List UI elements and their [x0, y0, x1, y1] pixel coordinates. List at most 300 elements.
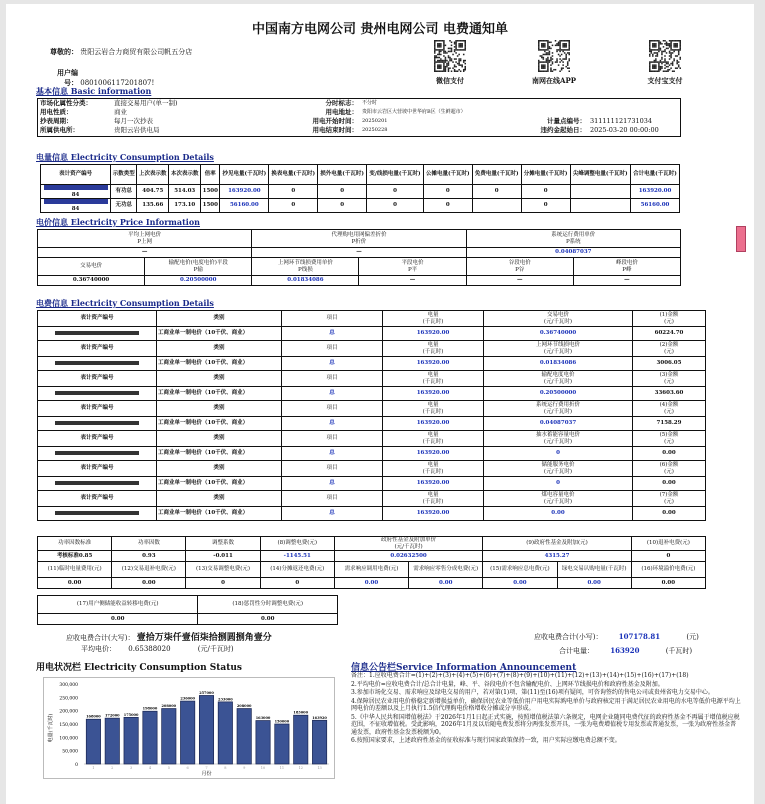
fee-qty: 163920.00: [383, 477, 484, 491]
column-header: 本次表示数: [169, 165, 201, 185]
column-header: 项目: [282, 311, 383, 327]
column-header: 类别: [157, 491, 282, 507]
fees-table: [37, 310, 706, 521]
fee-price: 0: [484, 477, 633, 491]
fee-row: [38, 357, 706, 371]
fee-row: [38, 327, 706, 341]
column-header: 输配电度电价 (元/千瓦时): [484, 371, 633, 387]
avg-price-unit: (元/千瓦时): [197, 645, 234, 653]
meter-suffix: 84: [71, 205, 80, 212]
qr-code-icon[interactable]: [538, 38, 570, 74]
field-value: 20250228: [362, 127, 388, 134]
chart-bar: [218, 702, 232, 764]
fee-item: 总: [282, 447, 383, 461]
chart-bar: [105, 718, 119, 764]
adjust-value: 0.00: [198, 614, 338, 625]
fee-amount: 0.00: [633, 447, 706, 461]
field-value: [588, 99, 681, 109]
cell-rate: 1500: [201, 199, 220, 213]
total-upper-value: 壹拾万柒仟壹佰柒拾捌圆捌角壹分: [136, 633, 272, 643]
y-tick-label: 150,000: [59, 723, 78, 728]
cell-free: [472, 199, 521, 213]
column-header: 类别: [157, 401, 282, 417]
price-header: 平均上网电价 P上网: [38, 230, 252, 248]
column-header: 换表电量(千瓦时): [269, 165, 318, 185]
adjust-header: 功率因数标准: [38, 537, 112, 551]
fee-header-row: [38, 311, 706, 327]
y-tick-label: 300,000: [59, 683, 78, 688]
bill-title: 中国南方电网公司 贵州电网公司 电费通知单: [251, 22, 509, 37]
column-header: 类别: [157, 341, 282, 357]
adjust-value: 0.02632500: [334, 551, 482, 562]
bar-value-label: 198000: [142, 706, 158, 711]
cell-last: 404.75: [137, 185, 169, 199]
field-label: 分时标志：: [325, 99, 358, 107]
column-header: 表计资产编号: [38, 431, 157, 447]
column-header: 表计资产编号: [38, 461, 157, 477]
adjust-header: 需求响应调用电费(元): [334, 562, 408, 578]
consumption-row: [41, 199, 680, 213]
chart-bar: [237, 709, 251, 764]
bar-value-label: 172000: [104, 713, 120, 718]
column-header: 合计电量(千瓦时): [631, 165, 680, 185]
note-line: 6.按照国家要求，上述政府性基金的征收标准与现行国家政策保持一致，用户实际应缴电费总额不变。: [351, 737, 621, 744]
adjust-header: (15)需求响应总电费(元): [483, 562, 557, 578]
adjust-header: (14)分摊返还电费(元): [260, 562, 334, 578]
fee-item: 总: [282, 477, 383, 491]
column-header: 抽水蓄能容量电价 (元/千瓦时): [484, 431, 633, 447]
fee-item: 总: [282, 507, 383, 521]
notes-title: 信息公告栏Service Information Announcement: [351, 663, 577, 673]
y-tick-label: 0: [75, 763, 78, 768]
column-header: 类别: [157, 431, 282, 447]
chart-bar: [199, 695, 213, 764]
fee-header-row: [38, 401, 706, 417]
cell-read: 163920.00: [220, 185, 269, 199]
cell-line_loss: 0: [367, 199, 424, 213]
field-label: 市场化属性分类：: [40, 99, 92, 107]
note-line: 5.《中华人民共和国增值税法》于2026年1月1日起正式实施，按照增值税法第六条规定，电网企业随同电费代征的政府性基金不再属于增值税应税范围，不征收增值税。受此影响，2026年1月及以后随电费发票将分两张发票开具，一张为电费增值税专用发票或普通发票，一张为政府性基金普通发票，政府性基金发票税额为0。: [351, 713, 740, 736]
column-header: (7)金额 (元): [633, 491, 706, 507]
chart-bar: [256, 721, 270, 764]
adjust-header: (18)惩罚性分时调整电费(元): [198, 596, 338, 614]
field-label: 计量点编号：: [547, 117, 586, 126]
consumption-chart-frame: [43, 677, 335, 779]
field-value: 直接交易用户(单一制): [114, 99, 178, 107]
qr-label: 微信支付: [436, 76, 464, 85]
x-tick-label: 1: [92, 766, 95, 770]
consumption-chart: [44, 678, 334, 778]
bill-page: [6, 4, 754, 804]
fee-price: 0.20500000: [484, 387, 633, 401]
price-value: 0.01834086: [252, 276, 359, 286]
chart-title: 用电状况栏 Electricity Consumption Status: [36, 663, 243, 673]
y-tick-label: 50,000: [62, 749, 78, 755]
consumption-title: 电量信息 Electricity Consumption Details: [36, 152, 214, 162]
adjust-header: (11)临时电量费用(元): [38, 562, 112, 578]
basic-info-row: [38, 108, 681, 117]
recipient-line: [46, 47, 192, 57]
column-header: (3)金额 (元): [633, 371, 706, 387]
fee-amount: 7158.29: [633, 417, 706, 431]
qr-code-icon[interactable]: [649, 38, 681, 74]
fee-price: 0.36740000: [484, 327, 633, 341]
qr-code-icon[interactable]: [434, 38, 466, 74]
bar-value-label: 163000: [255, 716, 271, 721]
column-header: 公摊电量(千瓦时): [423, 165, 472, 185]
adjust-header: 调整系数: [186, 537, 260, 551]
column-header: 类别: [157, 371, 282, 387]
price-value: —: [38, 248, 252, 258]
x-tick-label: 6: [186, 766, 189, 770]
column-header: 类别: [157, 311, 282, 327]
basic-info-row: [38, 99, 681, 109]
meter-id: [41, 185, 111, 199]
column-header: 类别: [157, 461, 282, 477]
fee-qty: 163920.00: [383, 417, 484, 431]
fee-item: 总: [282, 417, 383, 431]
price-value-row: [38, 248, 681, 258]
x-tick-label: 3: [129, 766, 133, 770]
price-header: 输配电价(电度电价)平段 P输: [145, 258, 252, 276]
chart-bar: [162, 709, 176, 764]
adjust-header: 绿电交易认购电量(千瓦时): [557, 562, 631, 578]
fee-qty: 163920.00: [383, 357, 484, 371]
fees-title: 电费信息 Electricity Consumption Details: [36, 298, 214, 308]
meter-id: [38, 477, 157, 491]
fee-amount: 0.00: [633, 507, 706, 521]
cell-swap: 0: [269, 199, 318, 213]
account-line: [46, 68, 154, 88]
fee-row: [38, 507, 706, 521]
meter-id: [38, 387, 157, 401]
cell-free: 0: [472, 185, 521, 199]
qr-label: 支付宝支付: [647, 76, 683, 85]
price-value: 0.36740000: [38, 276, 145, 286]
column-header: 电量 (千瓦时): [383, 371, 484, 387]
field-value: 不分时: [362, 99, 378, 106]
column-header: 项目: [282, 491, 383, 507]
field-label: 用电开始时间：: [312, 117, 358, 126]
cell-alloc: 0: [521, 199, 570, 213]
column-header: (5)金额 (元): [633, 431, 706, 447]
adjust-header: (10)退补电费(元): [631, 537, 705, 551]
price-header: 代理购电用网偏差折价 P折价: [252, 230, 466, 248]
consumption-row: [41, 185, 680, 199]
account-label: 用户编号：: [57, 68, 78, 87]
total-upper-label: 应收电费合计(大写)：: [66, 634, 135, 642]
column-header: 电量 (千瓦时): [383, 461, 484, 477]
column-header: 上次表示数: [137, 165, 169, 185]
avg-price-value: 0.65388020: [128, 645, 171, 653]
avg-price-label: 平均电价：: [81, 645, 116, 653]
bar-value-label: 208000: [161, 704, 177, 709]
total-qty-label: 合计电量：: [559, 647, 594, 655]
x-tick-label: 11: [279, 766, 285, 770]
fee-category: 工商业单一制电价（10千伏、商业）: [157, 327, 282, 341]
total-qty-value: 163920: [610, 646, 640, 655]
bar-value-label: 175000: [123, 712, 139, 717]
field-label: 用电地址：: [325, 108, 358, 117]
bar-value-label: 168000: [86, 714, 101, 719]
fee-amount: 0.00: [633, 477, 706, 491]
subtotal-unit: (元): [686, 633, 699, 641]
x-tick-label: 7: [205, 766, 208, 770]
field-label: 所属供电所：: [40, 126, 79, 135]
fee-row: [38, 477, 706, 491]
adjust-header-row: [38, 562, 706, 578]
fee-category: 工商业单一制电价（10千伏、商业）: [157, 417, 282, 431]
price-header: 交易电价: [38, 258, 145, 276]
chart-bar: [180, 701, 194, 764]
cell-total: 56160.00: [631, 199, 680, 213]
fee-amount: 3006.05: [633, 357, 706, 371]
account-value: 0801006117201807!: [80, 79, 155, 87]
price-value: —: [359, 276, 466, 286]
note-line: 2.平均电价=应收电费合计/总合计电量，峰、平、谷段电价不包含输配电价、上网环节线损电价和政府性基金及附加。: [351, 680, 664, 688]
column-header: 交易电价 (元/千瓦时): [484, 311, 633, 327]
column-header: 项目: [282, 461, 383, 477]
x-tick-label: 4: [148, 766, 152, 770]
basic-info-table: [37, 98, 681, 137]
bar-value-label: 257000: [199, 690, 214, 695]
adjust-value: 考核标准0.85: [38, 551, 112, 562]
x-tick-label: 9: [243, 766, 246, 770]
column-header: 表计资产编号: [38, 311, 157, 327]
chart-bar: [124, 717, 138, 764]
price-header: 谷段电价 P谷: [466, 258, 573, 276]
field-value: 贵阳市云岩区大营坡中世华府B区（生鲜超市）: [362, 108, 466, 115]
avg-price-line: [81, 644, 234, 654]
fee-header-row: [38, 491, 706, 507]
price-title: 电价信息 Electricity Price Information: [36, 217, 200, 227]
field-label: 用电性质：: [40, 108, 73, 117]
price-value: —: [252, 248, 466, 258]
cell-read: 56160.00: [220, 199, 269, 213]
price-value: —: [573, 276, 680, 286]
column-header: 表计资产编号: [41, 165, 111, 185]
column-header: 表计资产编号: [38, 341, 157, 357]
y-tick-label: 250,000: [59, 696, 78, 702]
chart-bar: [294, 715, 308, 764]
column-header: (4)金额 (元): [633, 401, 706, 417]
fee-price: 0: [484, 447, 633, 461]
y-tick-label: 200,000: [59, 709, 78, 715]
column-header: 电量 (千瓦时): [383, 401, 484, 417]
adjust-header: 政府性基金及附加单价 (元/千瓦时): [334, 537, 482, 551]
bar-value-label: 183000: [293, 710, 309, 715]
field-label: 抄表周期：: [40, 117, 73, 126]
field-value: 2025-03-20 00:00:00: [590, 126, 659, 135]
column-header: 电量 (千瓦时): [383, 491, 484, 507]
adjust-value-row: [38, 551, 706, 562]
adjust-header: 需求响应零售分成电费(元): [409, 562, 483, 578]
column-header: 尖峰调整电量(千瓦时): [570, 165, 630, 185]
cell-loss_out: 0: [318, 199, 367, 213]
field-label: [504, 108, 588, 117]
column-header: 损外电量(千瓦时): [318, 165, 367, 185]
price-header: 峰段电价 P峰: [573, 258, 680, 276]
price-header: 平段电价 P平: [359, 258, 466, 276]
column-header: 免费电量(千瓦时): [472, 165, 521, 185]
cell-type: 有功总: [111, 185, 137, 199]
meter-id: [38, 447, 157, 461]
adjust-header: (9)政府性基金及附加(元): [483, 537, 631, 551]
adjust-value: 0.93: [112, 551, 186, 562]
column-header: 表计资产编号: [38, 401, 157, 417]
fee-category: 工商业单一制电价（10千伏、商业）: [157, 387, 282, 401]
cell-swap: 0: [269, 185, 318, 199]
fee-item: 总: [282, 387, 383, 401]
adjust-value: 0.00: [112, 578, 186, 589]
fee-category: 工商业单一制电价（10千伏、商业）: [157, 507, 282, 521]
fee-header-row: [38, 461, 706, 477]
adjust-header: (8)调整电费(元): [260, 537, 334, 551]
note-line: 4.保障居民农业用电价格稳定新增损益单价，确保居民农业等低价用户用电实际购电单价与政府核定用于满足居民农业用电的水电等低价电源平均上网电价的差额以及上月执行1.5倍代理购电价格增收分摊或分享形成。: [351, 697, 741, 712]
column-header: 分摊电量(千瓦时): [521, 165, 570, 185]
column-header: 项目: [282, 401, 383, 417]
fee-row: [38, 417, 706, 431]
x-tick-label: 13: [317, 766, 322, 770]
column-header: 示数类型: [111, 165, 137, 185]
adjust-value: 0.00: [334, 578, 408, 589]
recipient-label: 尊敬的：: [50, 47, 78, 56]
price-value: —: [466, 276, 573, 286]
fee-header-row: [38, 431, 706, 447]
price-table: [37, 229, 681, 286]
y-tick-label: 100,000: [59, 736, 78, 742]
adjust-value: 0.00: [557, 578, 631, 589]
column-header: 变/线损电量(千瓦时): [367, 165, 424, 185]
x-tick-label: 8: [224, 766, 227, 770]
bar-value-label: 236000: [180, 696, 195, 701]
cell-type: 无功总: [111, 199, 137, 213]
cell-rate: 1500: [201, 185, 220, 199]
extra-header-row: [38, 596, 338, 614]
fee-qty: 163920.00: [383, 507, 484, 521]
fee-header-row: [38, 371, 706, 387]
adjust-header-row: [38, 537, 706, 551]
column-header: 抄见电量(千瓦时): [220, 165, 269, 185]
column-header: 煤电容量电价 (元/千瓦时): [484, 491, 633, 507]
adjust-header: (13)交易调整电费(元): [186, 562, 260, 578]
column-header: 表计资产编号: [38, 491, 157, 507]
column-header: (6)金额 (元): [633, 461, 706, 477]
price-header-row: [38, 230, 681, 248]
cell-shared: 0: [423, 199, 472, 213]
column-header: 电量 (千瓦时): [383, 311, 484, 327]
cell-curr: 514.03: [169, 185, 201, 199]
adjust-value: -1145.51: [260, 551, 334, 562]
bar-value-label: 150000: [274, 719, 290, 724]
fee-qty: 163920.00: [383, 387, 484, 401]
price-value: 0.20500000: [145, 276, 252, 286]
fee-amount: 33603.60: [633, 387, 706, 401]
fee-category: 工商业单一制电价（10千伏、商业）: [157, 447, 282, 461]
meter-id: [38, 507, 157, 521]
note-line: 3.参加市场化交易、需求响应及绿电交易的用户，若对第(1)项、第(11)至(16)项有疑问，可咨询签约的售电公司或贵州省电力交易中心。: [351, 689, 714, 696]
cell-shared: 0: [423, 185, 472, 199]
x-axis-label: 月份: [201, 771, 212, 777]
chart-bar: [143, 711, 157, 764]
adjust-value: 0: [186, 578, 260, 589]
adjust-value: -0.011: [186, 551, 260, 562]
bar-value-label: 208000: [236, 704, 252, 709]
meter-id: [38, 327, 157, 341]
cell-curr: 173.10: [169, 199, 201, 213]
adjust-value: 0: [260, 578, 334, 589]
price-value-row: [38, 276, 681, 286]
subtotal-line: [534, 632, 699, 642]
field-value: 20250201: [362, 118, 388, 125]
meter-suffix: 84: [71, 191, 80, 198]
adjust-header: (12)交易退补电费(元): [112, 562, 186, 578]
fee-price: 0.01834086: [484, 357, 633, 371]
cell-loss_out: 0: [318, 185, 367, 199]
fee-amount: 60224.70: [633, 327, 706, 341]
cell-last: 135.66: [137, 199, 169, 213]
adjust-value: 0.00: [631, 578, 705, 589]
price-header-row: [38, 258, 681, 276]
column-header: 储能服务电价 (元/千瓦时): [484, 461, 633, 477]
column-header: (1)金额 (元): [633, 311, 706, 327]
bookmark-tab[interactable]: [736, 226, 746, 252]
x-tick-label: 2: [111, 766, 114, 770]
chart-bar: [312, 720, 326, 764]
fee-qty: 163920.00: [383, 447, 484, 461]
adjust-header: 功率因数: [112, 537, 186, 551]
fee-row: [38, 387, 706, 401]
chart-bar: [86, 719, 100, 764]
cell-peak_adj: [570, 185, 630, 199]
cell-line_loss: 0: [367, 185, 424, 199]
column-header: 电量 (千瓦时): [383, 431, 484, 447]
meter-id: [41, 199, 111, 213]
column-header: 表计资产编号: [38, 371, 157, 387]
bar-value-label: 233000: [218, 697, 233, 702]
chart-bar: [275, 724, 289, 764]
adjust-value: 4315.27: [483, 551, 631, 562]
total-qty-line: [559, 646, 692, 656]
adjust-header: (17)用户侧储能收益转移电费(元): [38, 596, 198, 614]
cell-peak_adj: [570, 199, 630, 213]
field-value: 每月一次抄表: [114, 117, 153, 126]
field-label: 用电结束时间：: [312, 126, 358, 135]
basic-info-title: 基本信息 Basic information: [36, 86, 152, 96]
fee-item: 总: [282, 357, 383, 371]
bar-value-label: 163920: [312, 715, 327, 720]
y-axis-label: 电量(千瓦时): [48, 713, 54, 743]
notes-list: [351, 672, 741, 746]
field-value: 商业: [114, 108, 127, 117]
column-header: 电量 (千瓦时): [383, 341, 484, 357]
column-header: 项目: [282, 371, 383, 387]
column-header: 倍率: [201, 165, 220, 185]
field-value: 贵阳云岩供电局: [114, 126, 160, 135]
fee-qty: 163920.00: [383, 327, 484, 341]
extra-fees-table: [37, 595, 338, 625]
fee-category: 工商业单一制电价（10千伏、商业）: [157, 477, 282, 491]
adjust-value: 0.00: [409, 578, 483, 589]
total-upper-line: [66, 630, 272, 643]
total-qty-unit: (千瓦时): [665, 647, 693, 655]
field-value: [588, 108, 681, 117]
x-tick-label: 10: [260, 766, 266, 770]
meter-id: [38, 357, 157, 371]
meter-id: [38, 417, 157, 431]
fee-price: 0.00: [484, 507, 633, 521]
price-value: 0.04087037: [466, 248, 680, 258]
